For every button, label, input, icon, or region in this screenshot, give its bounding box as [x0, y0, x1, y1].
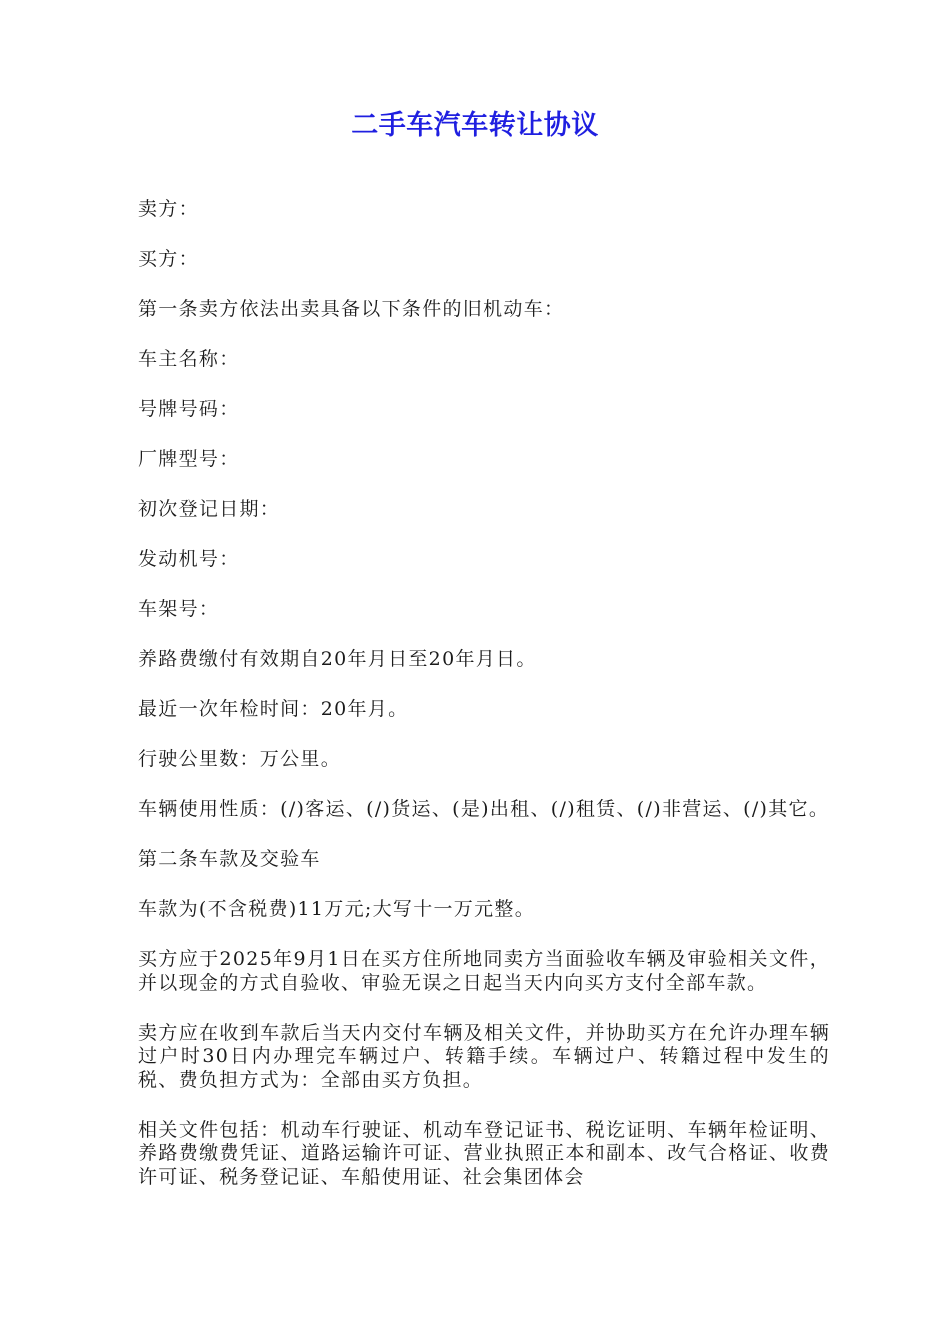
paragraph-article-2: 第二条车款及交验车: [138, 848, 321, 870]
paragraph-road-fee: 养路费缴付有效期自20年月日至20年月日。: [138, 648, 537, 670]
paragraph-article-1: 第一条卖方依法出卖具备以下条件的旧机动车：: [138, 298, 565, 320]
paragraph-seller: 卖方：: [138, 198, 199, 220]
paragraph-buyer: 买方：: [138, 248, 199, 270]
paragraph-usage-nature: 车辆使用性质：(/)客运、(/)货运、(是)出租、(/)租赁、(/)非营运、(/)其它。: [138, 798, 830, 820]
paragraph-frame-number: 车架号：: [138, 598, 220, 620]
paragraph-delivery: 卖方应在收到车款后当天内交付车辆及相关文件，并协助买方在允许办理车辆过户时30日内办理完车辆过户、转籍手续。车辆过户、转籍过程中发生的税、费负担方式为：全部由买方负担。: [138, 1021, 830, 1091]
paragraph-brand-model: 厂牌型号：: [138, 448, 240, 470]
document-title: 二手车汽车转让协议: [351, 110, 599, 141]
paragraph-annual-inspection: 最近一次年检时间：20年月。: [138, 698, 409, 720]
paragraph-first-registration: 初次登记日期：: [138, 498, 281, 520]
paragraph-engine-number: 发动机号：: [138, 548, 240, 570]
paragraph-owner-name: 车主名称：: [138, 348, 240, 370]
paragraph-plate-number: 号牌号码：: [138, 398, 240, 420]
paragraph-mileage: 行驶公里数：万公里。: [138, 748, 342, 770]
paragraph-payment: 买方应于2025年9月1日在买方住所地同卖方当面验收车辆及审验相关文件，并以现金的方式自验收、审验无误之日起当天内向买方支付全部车款。: [138, 948, 830, 994]
paragraph-price: 车款为(不含税费)11万元;大写十一万元整。: [138, 898, 536, 920]
document-body: [138, 198, 830, 1216]
paragraph-documents: 相关文件包括：机动车行驶证、机动车登记证书、税讫证明、车辆年检证明、养路费缴费凭证、道路运输许可证、营业执照正本和副本、改气合格证、收费许可证、税务登记证、车船使用证、社会集团体会: [138, 1118, 830, 1188]
